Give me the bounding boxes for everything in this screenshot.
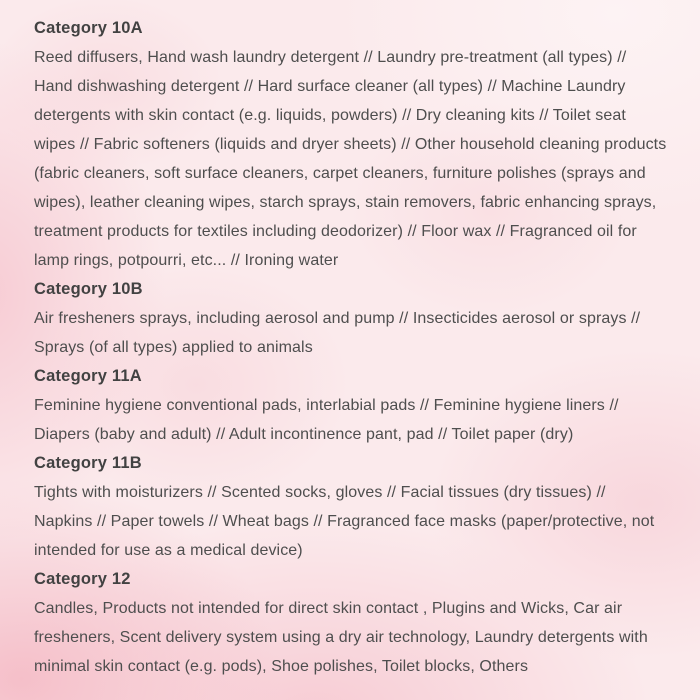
category-body: Tights with moisturizers // Scented socks, gloves // Facial tissues (dry tissues) // Napkins // Paper towels // Wheat bags // Fragranced face masks (paper/protective, not intended for use as a medical device) [34, 484, 655, 559]
category-heading: Category 12 [34, 570, 131, 588]
category-heading: Category 11B [34, 454, 142, 472]
category-heading: Category 10B [34, 280, 143, 298]
category-section-11b [34, 449, 668, 565]
category-section-10b [34, 275, 668, 362]
category-heading: Category 10A [34, 19, 143, 37]
category-body: Air fresheners sprays, including aerosol and pump // Insecticides aerosol or sprays // Sprays (of all types) applied to animals [34, 310, 641, 356]
category-body: Feminine hygiene conventional pads, interlabial pads // Feminine hygiene liners // Diapers (baby and adult) // Adult incontinence pant, pad // Toilet paper (dry) [34, 397, 619, 443]
category-heading: Category 11A [34, 367, 142, 385]
category-section-10a [34, 14, 668, 275]
category-section-12 [34, 565, 668, 681]
category-body: Reed diffusers, Hand wash laundry detergent // Laundry pre-treatment (all types) // Hand dishwashing detergent // Hard surface cleaner (all types) // Machine Laundry detergents with skin contact (e.g. liquids, powders) // Dry cleaning kits // Toilet seat wipes // Fabric softeners (liquids and dryer sheets) // Other household cleaning products (fabric cleaners, soft surface cleaners, carpet cleaners, furniture polishes (sprays and wipes), leather cleaning wipes, starch sprays, stain removers, fabric enhancing sprays, treatment products for textiles including deodorizer) // Floor wax // Fragranced oil for lamp rings, potpourri, etc... // Ironing water [34, 49, 667, 269]
document-content [34, 14, 668, 681]
category-section-11a [34, 362, 668, 449]
category-body: Candles, Products not intended for direct skin contact , Plugins and Wicks, Car air fresheners, Scent delivery system using a dry air technology, Laundry detergents with minimal skin contact (e.g. pods), Shoe polishes, Toilet blocks, Others [34, 600, 648, 675]
